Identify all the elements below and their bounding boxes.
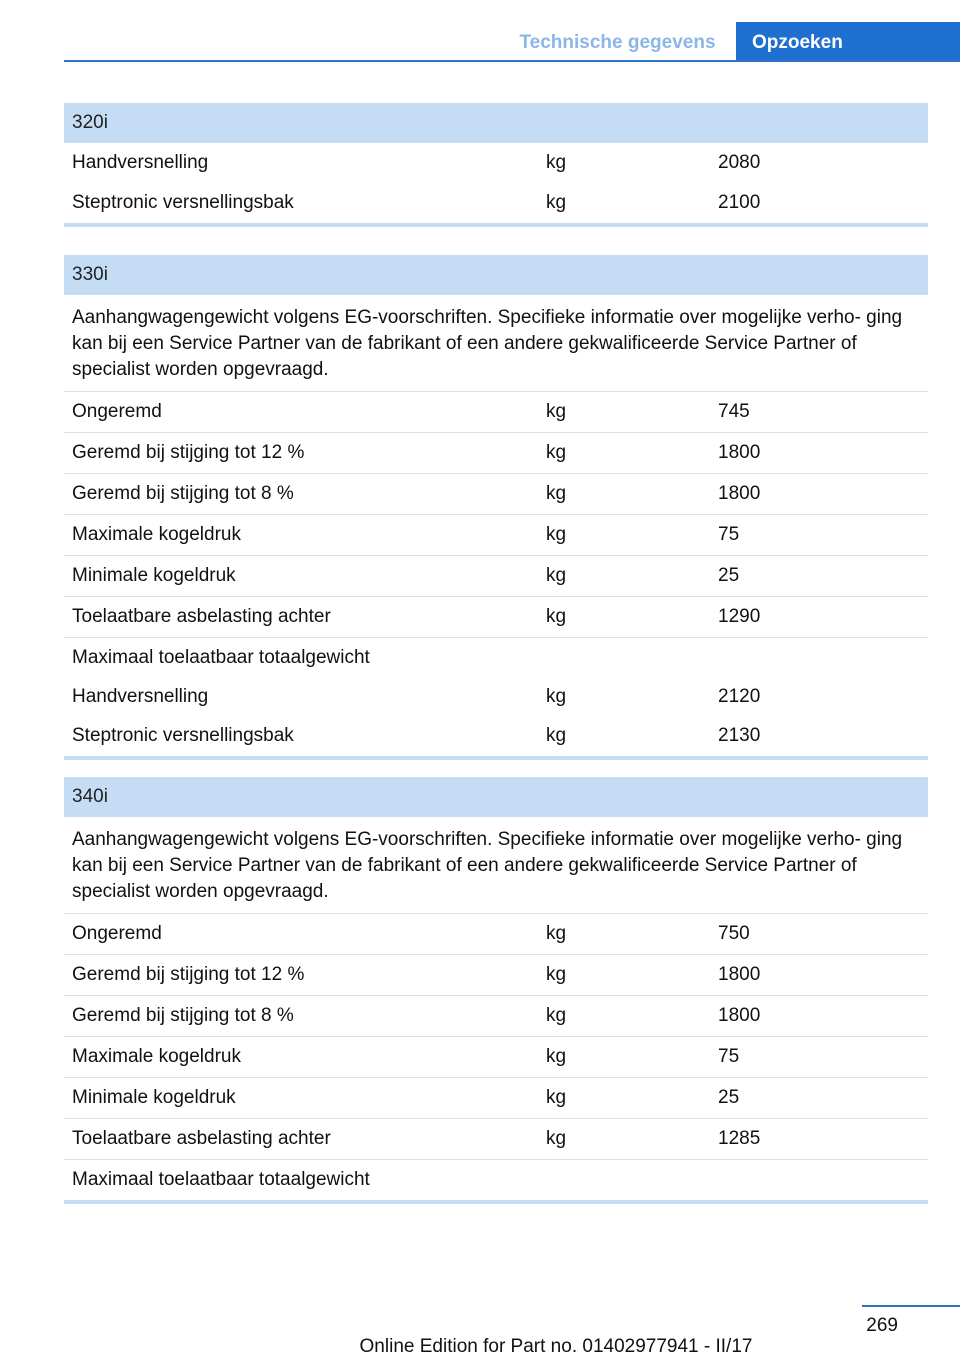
table-row bbox=[64, 143, 928, 183]
row-label: Geremd bij stijging tot 12 % bbox=[72, 964, 305, 985]
row-label: Geremd bij stijging tot 8 % bbox=[72, 483, 294, 504]
table-row bbox=[64, 597, 928, 638]
row-value: 75 bbox=[718, 524, 740, 545]
row-unit: kg bbox=[546, 192, 567, 213]
row-value: 2120 bbox=[718, 686, 761, 707]
row-label: Minimale kogeldruk bbox=[72, 565, 236, 586]
row-label: Steptronic versnellingsbak bbox=[72, 725, 294, 746]
table-row bbox=[64, 996, 928, 1037]
subheading-label: Maximaal toelaatbaar totaalgewicht bbox=[72, 1169, 370, 1190]
row-value: 1290 bbox=[718, 606, 761, 627]
row-unit: kg bbox=[546, 1046, 567, 1067]
row-value: 1800 bbox=[718, 964, 761, 985]
table-footer-bar bbox=[64, 1200, 928, 1204]
row-unit: kg bbox=[546, 565, 567, 586]
page-header bbox=[0, 0, 960, 62]
table-subheading bbox=[64, 1160, 928, 1200]
table-320i bbox=[64, 103, 928, 227]
table-note: Aanhangwagengewicht volgens EG-voorschriften. Specifieke informatie over mogelijke verho- ging kan bij een Service Partner van de fabrikant of een andere gekwalificeerde Service Partner of specialist worden opgevraagd. bbox=[64, 295, 928, 392]
table-title: 330i bbox=[64, 255, 928, 295]
row-label: Handversnelling bbox=[72, 152, 209, 173]
table-row bbox=[64, 1119, 928, 1160]
table-row bbox=[64, 556, 928, 597]
row-label: Toelaatbare asbelasting achter bbox=[72, 1128, 331, 1149]
row-unit: kg bbox=[546, 483, 567, 504]
row-value: 2100 bbox=[718, 192, 761, 213]
table-row bbox=[64, 515, 928, 556]
row-label: Geremd bij stijging tot 12 % bbox=[72, 442, 305, 463]
table-row bbox=[64, 955, 928, 996]
row-value: 2130 bbox=[718, 725, 761, 746]
row-unit: kg bbox=[546, 401, 567, 422]
edition-text: Online Edition for Part no. 01402977941 - II/17 bbox=[359, 1336, 753, 1357]
row-unit: kg bbox=[546, 923, 567, 944]
row-unit: kg bbox=[546, 152, 567, 173]
subheading-label: Maximaal toelaatbaar totaalgewicht bbox=[72, 647, 370, 668]
footer-divider bbox=[862, 1305, 960, 1307]
row-label: Toelaatbare asbelasting achter bbox=[72, 606, 331, 627]
table-330i bbox=[64, 255, 928, 760]
row-value: 1800 bbox=[718, 483, 761, 504]
row-label: Maximale kogeldruk bbox=[72, 1046, 241, 1067]
row-label: Minimale kogeldruk bbox=[72, 1087, 236, 1108]
row-value: 75 bbox=[718, 1046, 740, 1067]
row-unit: kg bbox=[546, 1087, 567, 1108]
table-row bbox=[64, 183, 928, 223]
row-unit: kg bbox=[546, 442, 567, 463]
table-row bbox=[64, 474, 928, 515]
table-title: 340i bbox=[64, 777, 928, 817]
row-label: Geremd bij stijging tot 8 % bbox=[72, 1005, 294, 1026]
table-row bbox=[64, 433, 928, 474]
section-title: Technische gegevens bbox=[519, 32, 716, 53]
row-label: Maximale kogeldruk bbox=[72, 524, 241, 545]
table-row bbox=[64, 392, 928, 433]
row-unit: kg bbox=[546, 606, 567, 627]
row-value: 25 bbox=[718, 1087, 740, 1108]
tab-opzoeken[interactable]: Opzoeken bbox=[736, 22, 960, 62]
table-note: Aanhangwagengewicht volgens EG-voorschriften. Specifieke informatie over mogelijke verho- ging kan bij een Service Partner van de fabrikant of een andere gekwalificeerde Service Partner of specialist worden opgevraagd. bbox=[64, 817, 928, 914]
table-title: 320i bbox=[64, 103, 928, 143]
table-row bbox=[64, 1037, 928, 1078]
row-value: 1800 bbox=[718, 442, 761, 463]
row-label: Ongeremd bbox=[72, 401, 162, 422]
row-value: 2080 bbox=[718, 152, 761, 173]
page-number: 269 bbox=[866, 1315, 898, 1336]
row-unit: kg bbox=[546, 524, 567, 545]
row-value: 750 bbox=[718, 923, 750, 944]
row-value: 25 bbox=[718, 565, 740, 586]
edition-note bbox=[0, 1336, 960, 1358]
row-unit: kg bbox=[546, 686, 567, 707]
table-footer-bar bbox=[64, 223, 928, 227]
table-row bbox=[64, 1078, 928, 1119]
header-divider bbox=[64, 60, 960, 62]
table-subheading bbox=[64, 638, 928, 678]
row-unit: kg bbox=[546, 1128, 567, 1149]
row-value: 1800 bbox=[718, 1005, 761, 1026]
row-unit: kg bbox=[546, 725, 567, 746]
row-label: Ongeremd bbox=[72, 923, 162, 944]
row-label: Handversnelling bbox=[72, 686, 209, 707]
row-unit: kg bbox=[546, 964, 567, 985]
table-row bbox=[64, 914, 928, 955]
table-footer-bar bbox=[64, 756, 928, 760]
row-value: 745 bbox=[718, 401, 750, 422]
row-label: Steptronic versnellingsbak bbox=[72, 192, 294, 213]
row-value: 1285 bbox=[718, 1128, 761, 1149]
row-unit: kg bbox=[546, 1005, 567, 1026]
table-row bbox=[64, 678, 928, 716]
table-row bbox=[64, 716, 928, 756]
table-340i bbox=[64, 777, 928, 1204]
